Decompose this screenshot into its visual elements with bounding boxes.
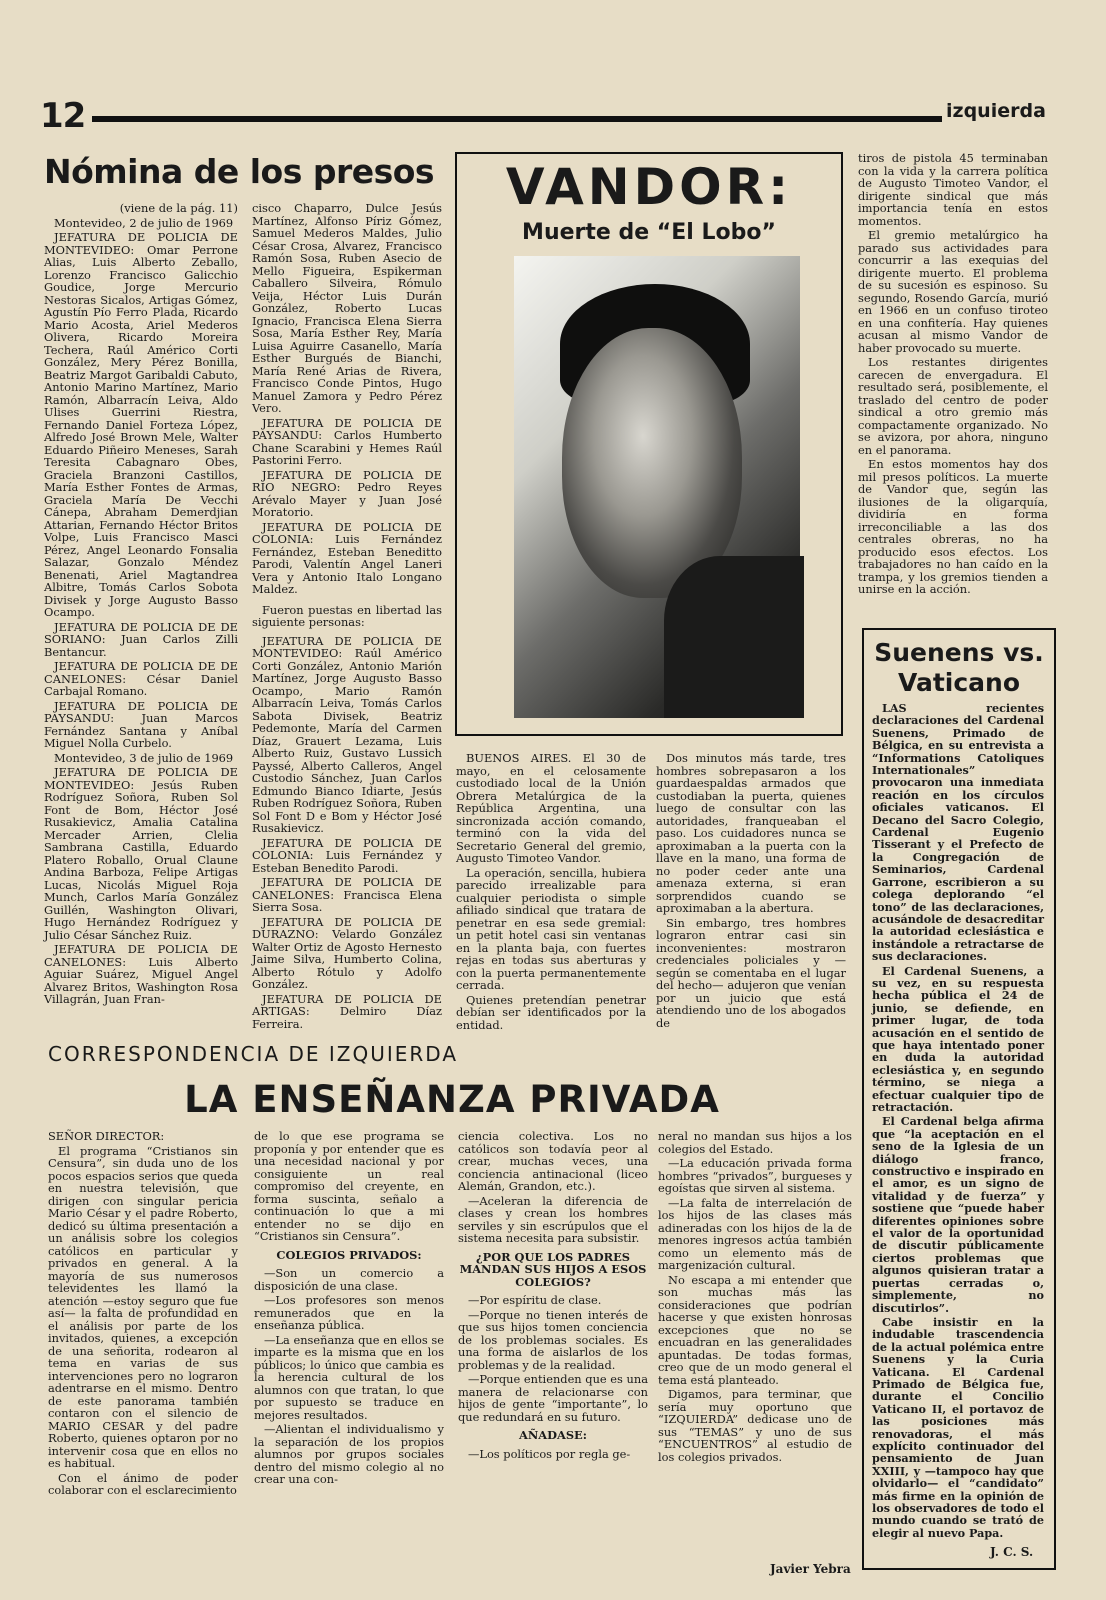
nomina-entry: JEFATURA DE POLICIA DE DE SORIANO: Juan Carlos Zilli Bentancur.	[44, 619, 238, 659]
masthead: izquierda	[946, 100, 1046, 122]
paragraph: Con el ánimo de poder colaborar con el esclarecimiento	[48, 1470, 238, 1497]
letter-column-1	[48, 1130, 238, 1499]
paragraph: COLEGIOS PRIVADOS:	[276, 1247, 422, 1262]
paragraph: —La falta de interrelación de los hijos de las clases más adineradas con los hijos de la de menores ingresos actúa también como un elemento más de margenización cultural.	[658, 1195, 852, 1272]
vandor-column-1	[456, 752, 646, 1033]
vandor-column-2	[656, 752, 846, 1031]
letter-column-3	[458, 1130, 648, 1462]
vandor-title: VANDOR:	[505, 158, 793, 216]
letter-signature: Javier Yebra	[770, 1562, 851, 1576]
paragraph: El Cardenal Suenens, a su vez, en su respuesta hecha pública el 24 de junio, se defiende, en primer lugar, de toda acusación en el sentido de que haya intentado poner en duda la autoridad eclesiástica y, en segundo término, se niega a efectuar cualquier tipo de retractación.	[872, 963, 1044, 1114]
vandor-photo	[514, 256, 800, 718]
nomina-entry: JEFATURA DE POLICIA DE MONTEVIDEO: Jesús Ruben Rodríguez Soñora, Ruben Sol Font de Bom, Héctor José Rusakievicz, Amalia Catalina Mercader Arrien, Clelia Sambrana Castilla, Eduardo Platero Roballo, Orual Claune Andina Barboza, Felipe Artigas Lucas, Nicolás Miguel Roja Munch, Carlos María González Guillén, Washington Olivari, Hugo Hernández Rodríguez y Julio César Sánchez Ruiz.	[44, 765, 238, 942]
paragraph: —La educación privada forma hombres “privados”, burgueses y egoístas que sirven al sistema.	[658, 1156, 852, 1195]
nomina-entry: cisco Chaparro, Dulce Jesús Martínez, Alfonso Píriz Gómez, Samuel Mederos Maldes, Julio César Crosa, Alvarez, Francisco Ramón Sosa, Ruben Asecio de Mello Figueira, Espikerman Caballero Silveira, Rómulo Veija, Héctor Luis Durán González, Roberto Lucas Ignacio, Francisca Elena Sierra Sosa, María Esther Rey, María Luisa Aguirre Casanello, María Esther Burgués de Bianchi, María René Arias de Rivera, Francisco Conde Pintos, Hugo Manuel Zamora y Pedro Pérez Vero.	[252, 201, 442, 415]
paragraph: ¿POR QUE LOS PADRES MANDAN SUS HIJOS A ESOS COLEGIOS?	[459, 1249, 647, 1289]
paragraph: La operación, sencilla, hubiera parecido irrealizable para cualquier periodista o simple afiliado sindical que tratara de penetrar en esa sede gremial: un petit hotel casi sin ventanas en la planta baja, con fuertes rejas en todas sus aberturas y con la puerta permanentemente cerrada.	[456, 865, 646, 992]
paragraph: BUENOS AIRES. El 30 de mayo, en el celosamente custodiado local de la Unión Obrera Metalúrgica de la República Argentina, una sincronizada acción comando, terminó con la vida del Secretario General del gremio, Augusto Timoteo Vandor.	[456, 751, 646, 865]
paragraph: No escapa a mi entender que son muchas más las consideraciones que podrían hacerse y que existen honrosas excepciones que no se encuadran en las generalidades apuntadas. De todas formas, creo que de un modo general el tema está planteado.	[658, 1272, 852, 1387]
paragraph: —Por espíritu de clase.	[468, 1293, 602, 1307]
vandor-column-3	[858, 152, 1048, 598]
nomina-entry: Fueron puestas en libertad las siguiente personas:	[252, 602, 442, 629]
nomina-entry: JEFATURA DE POLICIA DE PAYSANDU: Carlos Humberto Chane Scarabini y Hemes Raúl Pastorini Ferro.	[252, 415, 442, 467]
paragraph: —Los profesores son menos remunerados que en la enseñanza pública.	[254, 1293, 444, 1332]
nomina-entry: JEFATURA DE POLICIA DE PAYSANDU: Juan Marcos Fernández Santana y Aníbal Miguel Nolla Curbelo.	[44, 698, 238, 750]
paragraph: tiros de pistola 45 terminaban con la vida y la carrera política de Augusto Timoteo Vandor, el dirigente sindical que más importancia tenía en estos momentos.	[858, 151, 1048, 228]
photo-shoulder	[664, 556, 804, 718]
nomina-entry: JEFATURA DE POLICIA DE DURAZNO: Velardo González Walter Ortiz de Agosto Hernesto Jaime Silva, Humberto Colina, Alberto Rótulo y Adolfo González.	[252, 914, 442, 991]
section-heading: CORRESPONDENCIA DE IZQUIERDA	[48, 1042, 459, 1066]
nomina-entry: JEFATURA DE POLICIA DE CANELONES: Luis Alberto Aguiar Suárez, Miguel Angel Alvarez Britos, Washington Rosa Villagrán, Juan Fran-	[44, 942, 238, 1006]
paragraph: —Alientan el individualismo y la separación de los propios alumnos por grupos sociales dentro del mismo colegio al no crear una con-	[254, 1422, 444, 1486]
nomina-entry: JEFATURA DE POLICIA DE MONTEVIDEO: Raúl Américo Corti González, Antonio Marión Martínez, Jorge Augusto Basso Ocampo, Mario Ramón Albarracín Leiva, Tomás Carlos Sabota Divisek, Beatriz Pedemonte, María del Carmen Díaz, Grauert Lezama, Luis Alberto Ruiz, Gustavo Lussich Payssé, Alberto Calleros, Angel Custodio Sánchez, Juan Carlos Edmundo Bianco Idiarte, Jesús Ruben Rodríguez Soñora, Ruben Sol Font D e Bom y Héctor José Rusakievicz.	[252, 633, 442, 835]
paragraph: ciencia colectiva. Los no católicos son todavía peor al crear, muchas veces, una conciencia antinacional (liceo Alemán, Grandon, etc.).	[458, 1129, 648, 1193]
paragraph: SEÑOR DIRECTOR:	[48, 1129, 165, 1143]
suenens-title-line1: Suenens vs.	[874, 638, 1044, 667]
paragraph: En estos momentos hay dos mil presos políticos. La muerte de Vandor que, según las ilusiones de la oligarquía, dividiría en forma irreconciliable a las dos centrales obreras, no ha producido esos efectos. Los trabajadores no han caído en la trampa, y los gremios tienden a unirse en la acción.	[858, 457, 1048, 596]
suenens-title-line2: Vaticano	[897, 668, 1021, 697]
nomina-entry: JEFATURA DE POLICIA DE COLONIA: Luis Fernández y Esteban Benedito Parodi.	[252, 835, 442, 875]
nomina-entry: JEFATURA DE POLICIA DE MONTEVIDEO: Omar Perrone Alias, Luis Alberto Zeballo, Lorenzo Francisco Galicchio Goudice, Jorge Mercurio Nestoras Sicalos, Artigas Gómez, Agustín Pío Ferro Plada, Ricardo Mario Acosta, Ariel Mederos Olivera, Ricardo Moreira Techera, Raúl Américo Corti González, Mery Pérez Bonilla, Beatriz Margot Garibaldi Cabuto, Antonio Marino Martínez, Mario Ramón, Albarracín Leiva, Aldo Ulises Guerrini Riestra, Fernando Daniel Forteza López, Alfredo José Brown Mele, Walter Eduardo Piñeiro Meneses, Sarah Teresita Cabagnaro Obes, Graciela Branzoni Castillos, María Esther Fontes de Armas, Graciela María De Vecchi Cánepa, Abraham Demerdjian Attarian, Fernando Héctor Britos Volpe, Luis Francisco Masci Pérez, Angel Leonardo Fonsalia Salazar, Gonzalo Méndez Benenati, Ariel Magtandrea Albitre, Tomás Carlos Sobota Divisek y Jorge Augusto Basso Ocampo.	[44, 230, 238, 619]
paragraph: neral no mandan sus hijos a los colegios del Estado.	[658, 1129, 852, 1156]
paragraph: de lo que ese programa se proponía y por entender que es una necesidad nacional y por consiguiente un real compromiso del creyente, en forma suscinta, señalo a continuación lo que a mi entender no se dijo en “Cristianos sin Censura”.	[254, 1129, 444, 1243]
nomina-entry: Montevideo, 3 de julio de 1969	[54, 750, 234, 765]
suenens-signature: J. C. S.	[990, 1545, 1034, 1559]
letter-column-2	[254, 1130, 444, 1488]
paragraph: El programa “Cristianos sin Censura”, sin duda uno de los pocos espacios serios que queda en nuestra televisión, que dirigen con singular pericia Mario César y el padre Roberto, dedicó su última presentación a un análisis sobre los colegios católicos en particular y privados en general. A la mayoría de sus numerosos televidentes les llamó la atención —estoy seguro que fue así— la falta de profundidad en el análisis por parte de los invitados, quienes, a excepción de una señorita, rodearon al tema en varias de sus intervenciones pero no lograron adentrarse en el mismo. Dentro de este panorama también contaron con el silencio de MARIO CESAR y del padre Roberto, quienes optaron por no intervenir cosa que en ellos no es habitual.	[48, 1143, 238, 1470]
suenens-body	[872, 702, 1044, 1541]
paragraph: Los restantes dirigentes carecen de envergadura. El resultado será, posiblemente, el traslado del centro de poder sindical a otro gremio más compactamente organizado. No se avizora, por ahora, ninguno en el panorama.	[858, 355, 1048, 457]
paragraph: —Los políticos por regla ge-	[468, 1446, 631, 1461]
paragraph: LAS recientes declaraciones del Cardenal Suenens, Primado de Bélgica, en su entrevista a “Informations Catoliques Internationales” provocaron una inmediata reación en los círculos oficiales vaticanos. El Decano del Sacro Colegio, Cardenal Eugenio Tisserant y el Prefecto de la Congregación de Seminarios, Cardenal Garrone, escribieron a su colega deplorando “el tono” de las declaraciones, acusándole de desacreditar la autoridad eclesiástica e instándole a retractarse de sus declaraciones.	[872, 701, 1044, 964]
paragraph: —Aceleran la diferencia de clases y crean los hombres serviles y sin escrúpulos que el sistema necesita para subsistir.	[458, 1193, 648, 1245]
paragraph: —Son un comercio a disposición de una clase.	[254, 1266, 444, 1293]
paragraph: El Cardenal belga afirma que “la aceptación en el seno de la Iglesia de un diálogo franco, constructivo e inspirado en el amor, es un signo de vitalidad y de fuerza” y sostiene que “puede haber diferentes opiniones sobre el valor de la oportunidad de discutir públicamente ciertos problemas que algunos quisieran tratar a puertas cerradas o, simplemente, no discutirlos”.	[872, 1114, 1044, 1315]
paragraph: —Porque no tienen interés de que sus hijos tomen conciencia de los problemas sociales. Es una forma de aislarlos de los problemas y de la realidad.	[458, 1307, 648, 1372]
letter-column-4	[658, 1130, 852, 1465]
nomina-entry: JEFATURA DE POLICIA DE ARTIGAS: Delmiro Díaz Ferreira.	[252, 991, 442, 1031]
paragraph: Dos minutos más tarde, tres hombres sobrepasaron a los guardaespaldas armados que custodiaban la puerta, quienes luego de consultar con las autoridades, franqueaban el paso. Los cuidadores nunca se aproximaban a la puerta con la llave en la mano, una forma de no poder ceder ante una amenaza externa, si eran sorprendidos cuando se aproximaban a la abertura.	[656, 751, 846, 915]
nomina-entry: JEFATURA DE POLICIA DE COLONIA: Luis Fernández Fernández, Esteban Beneditto Parodi, Valentín Angel Laneri Vera y Antonio Italo Longano Maldez.	[252, 519, 442, 596]
nomina-entry: JEFATURA DE POLICIA DE DE CANELONES: César Daniel Carbajal Romano.	[44, 659, 238, 698]
nomina-column-1	[44, 202, 238, 1008]
paragraph: Sin embargo, tres hombres lograron entrar casi sin inconvenientes: mostraron credenciales policiales y —según se comentaba en el lugar del hecho— adujeron que venían por un juicio que está atendiendo uno de los abogados de	[656, 915, 846, 1030]
nomina-continued: (viene de la pág. 11)	[119, 201, 238, 215]
paragraph: AÑADASE:	[519, 1428, 587, 1442]
nomina-entry: JEFATURA DE POLICIA DE RIO NEGRO: Pedro Reyes Arévalo Mayer y Juan José Moratorio.	[252, 467, 442, 519]
page-number: 12	[40, 96, 86, 136]
article-title: LA ENSEÑANZA PRIVADA	[184, 1078, 720, 1121]
paragraph: Quienes pretendían penetrar debían ser identificados por la entidad.	[456, 992, 646, 1032]
paragraph: El gremio metalúrgico ha parado sus actividades para concurrir a las exequias del dirigente muerto. El problema de su sucesión es espinoso. Su segundo, Rosendo García, murió en 1966 en un confuso tiroteo en una confitería. Hay quienes acusan al mismo Vandor de haber provocado su muerte.	[858, 228, 1048, 355]
header-rule	[92, 116, 942, 122]
nomina-title: Nómina de los presos	[44, 152, 435, 191]
paragraph: —Porque entienden que es una manera de relacionarse con hijos de gente “importante”, lo que redundará en su futuro.	[458, 1372, 648, 1424]
paragraph: Cabe insistir en la indudable trascendencia de la actual polémica entre Suenens y la Curia Vaticana. El Cardenal Primado de Bélgica fue, durante el Concilio Vaticano II, el portavoz de las posiciones más renovadoras, el más explícito continuador del pensamiento de Juan XXIII, y —tampoco hay que olvidarlo— el “candidato” más firme en la opinión de los observadores de todo el mundo cuando se trató de elegir al nuevo Papa.	[872, 1314, 1044, 1540]
nomina-entry: Montevideo, 2 de julio de 1969	[54, 215, 234, 230]
paragraph: Digamos, para terminar, que sería muy oportuno que “IZQUIERDA” dedicase uno de sus “TEMAS” y uno de sus “ENCUENTROS” al estudio de los colegios privados.	[658, 1387, 852, 1464]
nomina-entry: JEFATURA DE POLICIA DE CANELONES: Francisca Elena Sierra Sosa.	[252, 875, 442, 914]
paragraph: —La enseñanza que en ellos se imparte es la misma que en los públicos; lo único que cambia es la herencia cultural de los alumnos con que tratan, lo que por supuesto se traduce en mejores resultados.	[254, 1332, 444, 1422]
vandor-subtitle: Muerte de “El Lobo”	[522, 220, 776, 245]
nomina-column-2	[252, 202, 442, 1032]
